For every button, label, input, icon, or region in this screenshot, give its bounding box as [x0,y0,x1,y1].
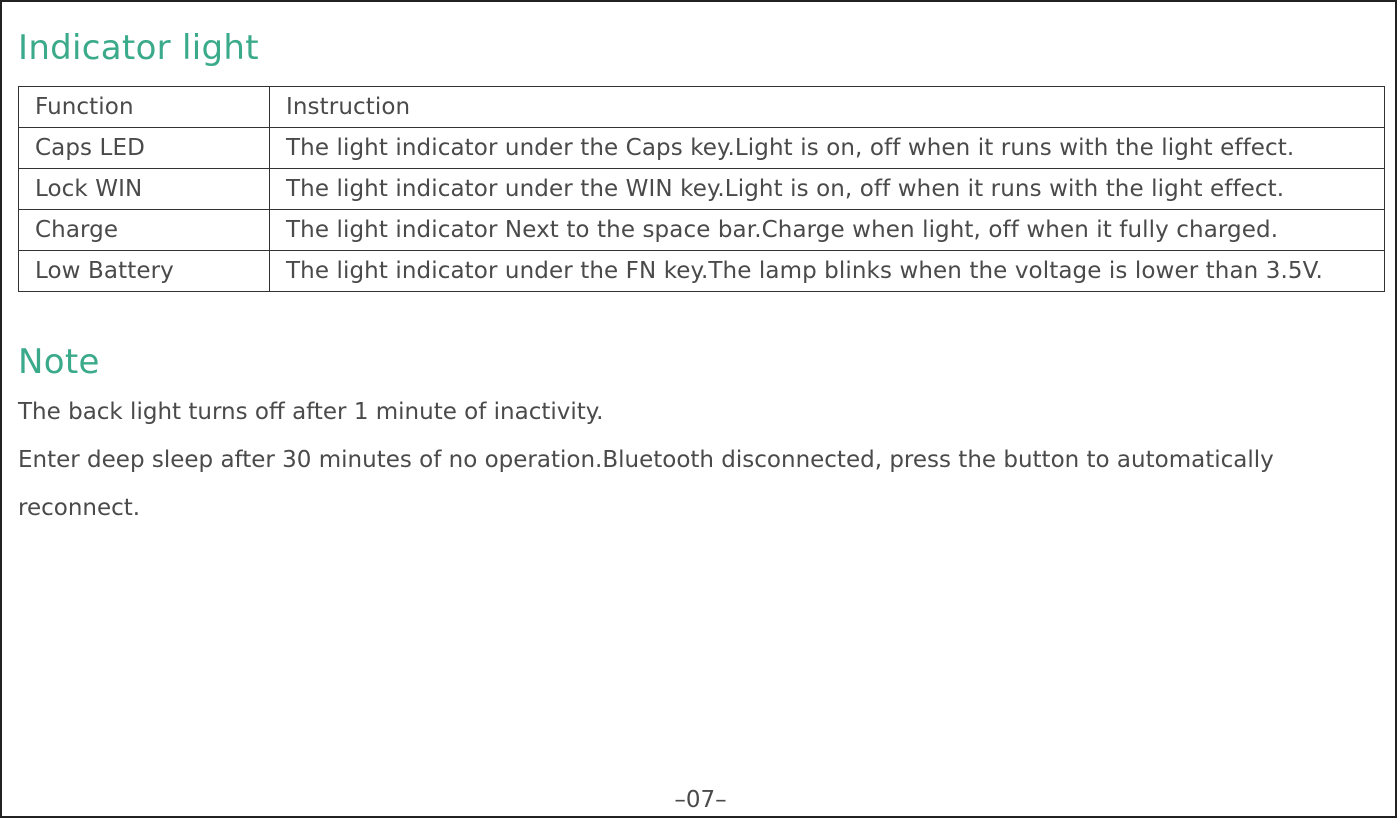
note-sleep-text-continued: reconnect. [18,495,141,521]
row-function-cell: Lock WIN [19,169,270,210]
table-row [19,251,1385,292]
table-header-row [19,87,1385,128]
indicator-light-heading: Indicator light [18,28,259,68]
note-heading: Note [18,342,100,382]
table-row [19,128,1385,169]
header-function: Function [19,87,270,128]
row-function-cell: Charge [19,210,270,251]
header-instruction: Instruction [270,87,1385,128]
row-instruction-cell: The light indicator Next to the space bar.Charge when light, off when it fully charged. [270,210,1385,251]
table-row [19,210,1385,251]
indicator-light-table [18,86,1385,292]
note-backlight-text: The back light turns off after 1 minute of inactivity. [18,399,604,425]
row-function-cell: Caps LED [19,128,270,169]
row-instruction-cell: The light indicator under the Caps key.Light is on, off when it runs with the light effect. [270,128,1385,169]
table-row [19,169,1385,210]
row-instruction-cell: The light indicator under the FN key.The lamp blinks when the voltage is lower than 3.5V. [270,251,1385,292]
row-function-cell: Low Battery [19,251,270,292]
note-sleep-text: Enter deep sleep after 30 minutes of no operation.Bluetooth disconnected, press the button to automatically [18,447,1274,473]
row-instruction-cell: The light indicator under the WIN key.Light is on, off when it runs with the light effect. [270,169,1385,210]
page-number: –07– [674,787,727,813]
